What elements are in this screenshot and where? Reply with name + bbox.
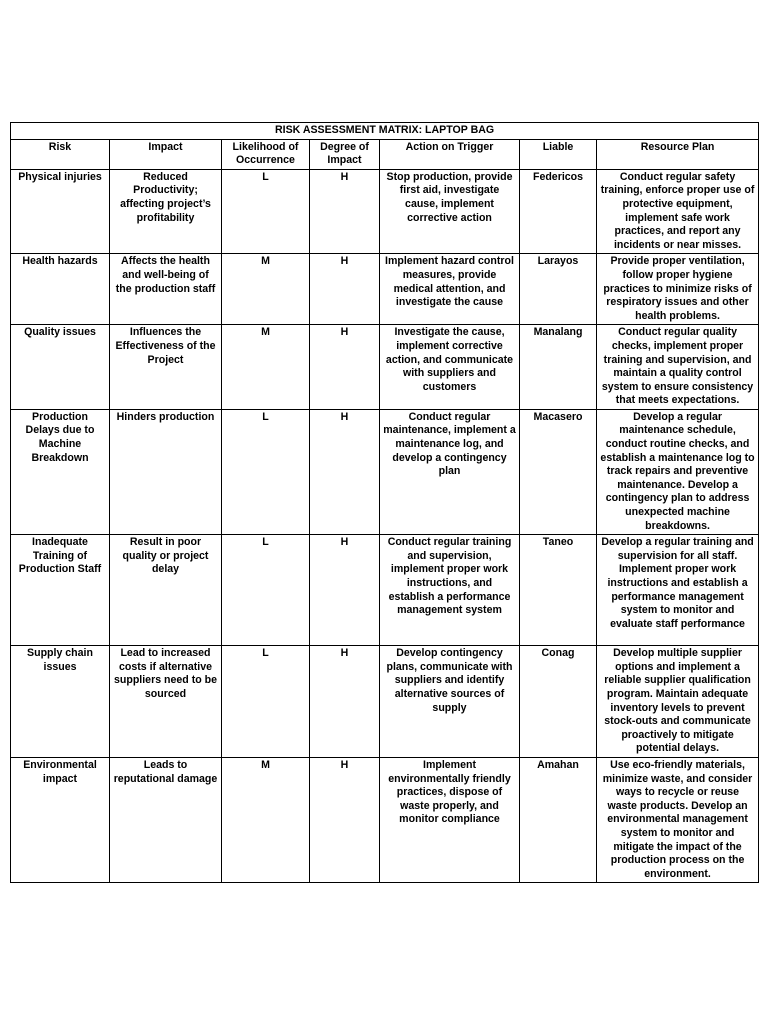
cell-risk: Supply chain issues <box>11 646 110 758</box>
table-title-row <box>11 123 759 140</box>
cell-liable: Taneo <box>520 535 597 646</box>
cell-risk: Quality issues <box>11 325 110 410</box>
cell-risk: Physical injuries <box>11 169 110 254</box>
cell-impact: Reduced Productivity; affecting project’s profitability <box>110 169 222 254</box>
cell-degree: H <box>310 757 380 882</box>
cell-plan: Develop a regular training and supervision for all staff. Implement proper work instructions and establish a performance management system to monitor and evaluate staff performance <box>597 535 759 646</box>
cell-action: Develop contingency plans, communicate with suppliers and identify alternative sources of supply <box>380 646 520 758</box>
table-header-row <box>11 139 759 169</box>
cell-plan: Use eco-friendly materials, minimize waste, and consider ways to recycle or reuse waste products. Develop an environmental management system to monitor and mitigate the impact of the production process on the environment. <box>597 757 759 882</box>
header-likelihood: Likelihood of Occurrence <box>222 139 310 169</box>
table-row <box>11 409 759 534</box>
cell-liable: Macasero <box>520 409 597 534</box>
cell-plan: Conduct regular safety training, enforce proper use of protective equipment, implement safe work practices, and report any incidents or near misses. <box>597 169 759 254</box>
cell-likelihood: M <box>222 254 310 325</box>
cell-impact: Leads to reputational damage <box>110 757 222 882</box>
header-action: Action on Trigger <box>380 139 520 169</box>
cell-degree: H <box>310 409 380 534</box>
table-row <box>11 535 759 646</box>
cell-plan: Provide proper ventilation, follow proper hygiene practices to minimize risks of respiratory issues and other health problems. <box>597 254 759 325</box>
header-plan: Resource Plan <box>597 139 759 169</box>
table-row <box>11 254 759 325</box>
cell-degree: H <box>310 169 380 254</box>
cell-risk: Inadequate Training of Production Staff <box>11 535 110 646</box>
cell-action: Implement hazard control measures, provide medical attention, and investigate the cause <box>380 254 520 325</box>
cell-likelihood: L <box>222 169 310 254</box>
cell-risk: Health hazards <box>11 254 110 325</box>
cell-liable: Federicos <box>520 169 597 254</box>
header-risk: Risk <box>11 139 110 169</box>
cell-likelihood: L <box>222 646 310 758</box>
cell-impact: Affects the health and well-being of the production staff <box>110 254 222 325</box>
table-row <box>11 757 759 882</box>
cell-likelihood: L <box>222 535 310 646</box>
cell-action: Investigate the cause, implement corrective action, and communicate with suppliers and customers <box>380 325 520 410</box>
cell-likelihood: M <box>222 757 310 882</box>
header-degree: Degree of Impact <box>310 139 380 169</box>
cell-degree: H <box>310 535 380 646</box>
cell-action: Implement environmentally friendly practices, dispose of waste properly, and monitor compliance <box>380 757 520 882</box>
header-liable: Liable <box>520 139 597 169</box>
document-page <box>10 122 758 883</box>
cell-plan: Conduct regular quality checks, implement proper training and supervision, and maintain a quality control system to ensure consistency that meets expectations. <box>597 325 759 410</box>
table-row <box>11 325 759 410</box>
cell-impact: Lead to increased costs if alternative suppliers need to be sourced <box>110 646 222 758</box>
cell-action: Conduct regular training and supervision, implement proper work instructions, and establish a performance management system <box>380 535 520 646</box>
header-impact: Impact <box>110 139 222 169</box>
cell-liable: Manalang <box>520 325 597 410</box>
cell-likelihood: M <box>222 325 310 410</box>
table-row <box>11 646 759 758</box>
cell-impact: Hinders production <box>110 409 222 534</box>
cell-degree: H <box>310 646 380 758</box>
cell-impact: Influences the Effectiveness of the Project <box>110 325 222 410</box>
cell-impact: Result in poor quality or project delay <box>110 535 222 646</box>
cell-risk: Production Delays due to Machine Breakdown <box>11 409 110 534</box>
cell-risk: Environmental impact <box>11 757 110 882</box>
cell-plan: Develop a regular maintenance schedule, conduct routine checks, and establish a maintenance log to track repairs and preventive maintenance. Develop a contingency plan to address unexpected machine breakdowns. <box>597 409 759 534</box>
table-title: RISK ASSESSMENT MATRIX: LAPTOP BAG <box>11 123 759 140</box>
cell-action: Conduct regular maintenance, implement a maintenance log, and develop a contingency plan <box>380 409 520 534</box>
cell-likelihood: L <box>222 409 310 534</box>
cell-plan: Develop multiple supplier options and implement a reliable supplier qualification program. Maintain adequate inventory levels to prevent stock-outs and communicate proactively to mitigate potential delays. <box>597 646 759 758</box>
table-row <box>11 169 759 254</box>
cell-liable: Conag <box>520 646 597 758</box>
cell-degree: H <box>310 325 380 410</box>
cell-liable: Larayos <box>520 254 597 325</box>
risk-assessment-table <box>10 122 759 883</box>
cell-degree: H <box>310 254 380 325</box>
cell-liable: Amahan <box>520 757 597 882</box>
cell-action: Stop production, provide first aid, investigate cause, implement corrective action <box>380 169 520 254</box>
